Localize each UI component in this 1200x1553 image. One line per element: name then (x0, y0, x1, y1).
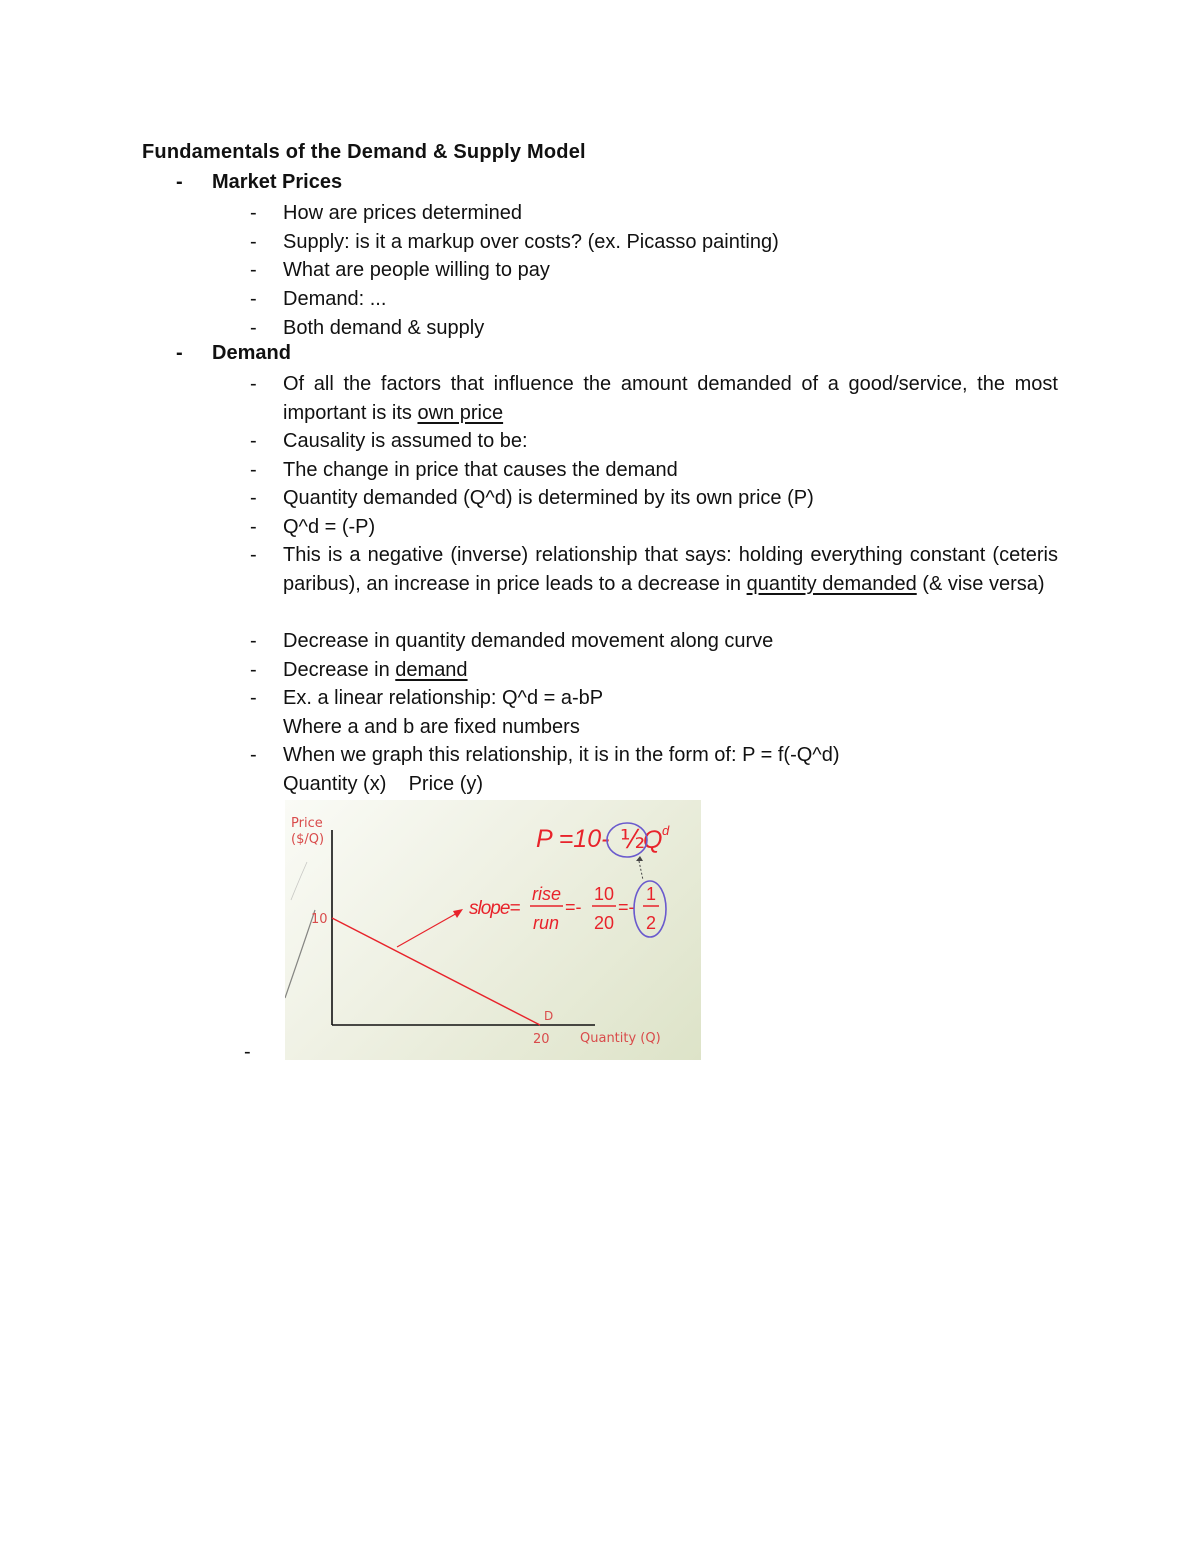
list-item-text (283, 741, 1058, 798)
list-item (250, 256, 1058, 285)
list-item-text: Decrease in quantity demanded movement along curve (283, 630, 774, 652)
text-run: (& vise versa) (916, 572, 1045, 595)
list-item (250, 199, 1058, 228)
x-tick-label: 20 (533, 1032, 550, 1047)
demand-curve-chart (285, 800, 701, 1060)
list-item (250, 370, 1058, 427)
text-line: When we graph this relationship, it is in the form of: P = f(-Q^d) (283, 744, 840, 766)
list-bullet: - (250, 516, 257, 538)
demand-curve-label: D (544, 1009, 554, 1023)
demand-curve-figure (285, 800, 701, 1060)
list-item-text: Supply: is it a markup over costs? (ex. Picasso painting) (283, 231, 779, 253)
list-bullet: - (250, 659, 257, 681)
slope-rise: rise (532, 884, 562, 904)
text-line: Ex. a linear relationship: Q^d = a-bP (283, 687, 604, 709)
list-bullet: - (250, 487, 257, 509)
list-item-text: What are people willing to pay (283, 259, 550, 281)
section-heading-label: Market Prices (212, 171, 343, 193)
equation-lhs: P =10- (536, 825, 610, 853)
slope-run: run (533, 913, 560, 933)
list-bullet: - (250, 259, 257, 281)
list-item-text: Q^d = (-P) (283, 516, 376, 538)
text-line: Where a and b are fixed numbers (283, 715, 580, 738)
underlined-term: quantity demanded (746, 572, 917, 595)
list-item (250, 656, 1058, 685)
list-bullet: - (250, 430, 257, 452)
underlined-term: own price (417, 401, 504, 424)
slope-equals-2: =- (618, 897, 635, 917)
slope-denominator-1: 20 (594, 913, 615, 933)
x-axis-label: Quantity (Q) (580, 1031, 661, 1046)
list-item-text (283, 370, 1058, 427)
list-item (250, 427, 1058, 456)
decorative-curve-faint (291, 862, 307, 900)
list-item (250, 456, 1058, 485)
list-bullet: - (250, 544, 257, 566)
list-bullet: - (250, 231, 257, 253)
equation-variable: Q (643, 826, 663, 854)
slope-arrowhead (453, 909, 463, 918)
slope-equals-1: =- (565, 897, 582, 917)
underlined-term: demand (395, 659, 468, 681)
y-axis-label-units: ($/Q) (291, 832, 325, 847)
slope-arrow (397, 912, 459, 947)
slope-numerator-1: 10 (594, 884, 615, 904)
list-bullet: - (250, 687, 257, 709)
demand-line (332, 918, 540, 1025)
list-bullet: - (176, 171, 183, 193)
list-item-text (283, 656, 1058, 685)
text-run: Decrease in (283, 659, 396, 681)
list-item-text (283, 541, 1058, 598)
text-line: Quantity (x) Price (y) (283, 772, 484, 795)
circle-connector (639, 861, 643, 880)
equation-superscript: d (662, 823, 670, 838)
list-item-text: Quantity demanded (Q^d) is determined by its own price (P) (283, 487, 814, 509)
list-bullet: - (250, 373, 257, 395)
slope-numerator-2: 1 (646, 884, 657, 904)
section-heading-label: Demand (212, 342, 291, 364)
list-item-text (283, 684, 1058, 741)
list-bullet: - (250, 288, 257, 310)
list-item (250, 513, 1058, 542)
list-item (250, 285, 1058, 314)
list-bullet: - (250, 630, 257, 652)
list-item (250, 741, 1058, 798)
list-item-text: How are prices determined (283, 202, 522, 224)
list-item (250, 484, 1058, 513)
list-item (250, 627, 1058, 656)
list-item-text: Both demand & supply (283, 317, 485, 339)
text-run: Of all the factors that influence the amount demanded of a good/service, the most important is its (283, 373, 1058, 424)
list-item (250, 684, 1058, 741)
list-bullet-empty: - (244, 1041, 251, 1063)
slope-denominator-2: 2 (646, 913, 657, 933)
list-item-text: Causality is assumed to be: (283, 430, 528, 452)
list-bullet: - (176, 342, 183, 364)
circle-connector-arrowhead (636, 856, 643, 861)
text-run: This is a negative (inverse) relationship that says: holding everything constant (ceteris paribus), an increase in price leads to a decrease in (283, 544, 1058, 595)
y-axis-label: Price (291, 816, 323, 831)
document-title: Fundamentals of the Demand & Supply Model (142, 141, 586, 163)
list-bullet: - (250, 317, 257, 339)
list-item (250, 228, 1058, 257)
y-tick-label: 10 (311, 912, 328, 927)
list-bullet: - (250, 459, 257, 481)
list-bullet: - (250, 744, 257, 766)
list-item (250, 314, 1058, 343)
list-item (250, 541, 1058, 598)
list-item-text: The change in price that causes the demand (283, 459, 678, 481)
slope-word: slope= (469, 898, 520, 919)
list-item-text: Demand: ... (283, 288, 387, 310)
list-bullet: - (250, 202, 257, 224)
equation-fraction: ½ (620, 825, 646, 855)
